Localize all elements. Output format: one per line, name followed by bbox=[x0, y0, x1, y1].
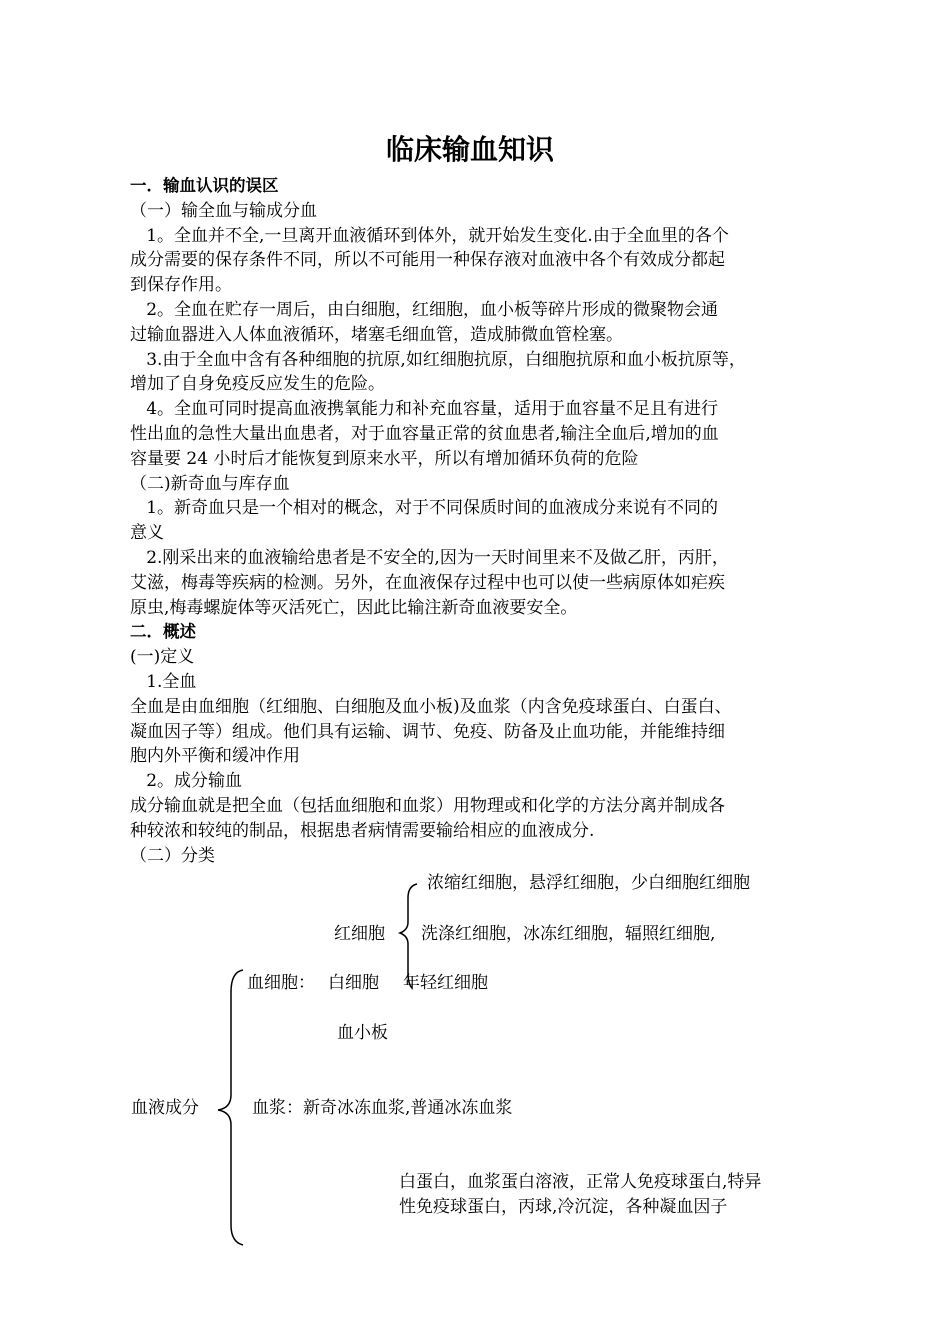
text-line: 成分输血就是把全血（包括血细胞和血浆）用物理或和化学的方法分离并制成各 bbox=[130, 795, 725, 816]
text-line: （二）分类 bbox=[130, 845, 215, 866]
text-line: 凝血因子等）组成。他们具有运输、调节、免疫、防备及止血功能，并能维持细 bbox=[130, 721, 725, 742]
text-line: 性出血的急性大量出血患者，对于血容量正常的贫血患者,输注全血后,增加的血 bbox=[130, 423, 719, 444]
large-left-brace bbox=[218, 970, 243, 1245]
text-line: 全血是由血细胞（红细胞、白细胞及血小板)及血浆（内含免疫球蛋白、白蛋白、 bbox=[130, 696, 732, 717]
text-line: 成分需要的保存条件不同，所以不可能用一种保存液对血液中各个有效成分都起 bbox=[130, 250, 725, 271]
document-body bbox=[130, 174, 820, 868]
red-cells-label: 红细胞 bbox=[334, 924, 385, 944]
text-line: 增加了自身免疫反应发生的危险。 bbox=[130, 374, 385, 395]
text-line: 2.刚采出来的血液输给患者是不安全的,因为一天时间里来不及做乙肝，丙肝， bbox=[130, 547, 729, 568]
text-line: 4。全血可同时提高血液携氧能力和补充血容量，适用于血容量不足且有进行 bbox=[130, 399, 719, 420]
text-line: 容量要 24 小时后才能恢复到原来水平，所以有增加循环负荷的危险 bbox=[130, 448, 639, 469]
text-line: 1.全血 bbox=[130, 671, 197, 692]
red-cell-item: 浓缩红细胞，悬浮红细胞，少白细胞红细胞 bbox=[427, 873, 750, 893]
text-line: 到保存作用。 bbox=[130, 275, 232, 296]
text-line: 胞内外平衡和缓冲作用 bbox=[130, 746, 300, 767]
text-line: 1。全血并不全,一旦离开血液循环到体外，就开始发生变化.由于全血里的各个 bbox=[130, 225, 729, 246]
text-line: （一）输全血与输成分血 bbox=[130, 200, 317, 221]
plasma-product-line: 性免疫球蛋白，丙球,冷沉淀，各种凝血因子 bbox=[399, 1197, 728, 1217]
plasma-product-line: 白蛋白，血浆蛋白溶液，正常人免疫球蛋白,特异 bbox=[399, 1172, 762, 1192]
text-line: (一)定义 bbox=[130, 647, 195, 668]
section-heading: 一．输血认识的误区 bbox=[130, 176, 279, 195]
text-line: 原虫,梅毒螺旋体等灭活死亡，因此比输注新奇血液要安全。 bbox=[130, 597, 578, 618]
text-line: 3.由于全血中含有各种细胞的抗原,如红细胞抗原，白细胞抗原和血小板抗原等， bbox=[130, 349, 746, 370]
red-cell-item: 洗涤红细胞，冰冻红细胞，辐照红细胞, bbox=[421, 924, 716, 944]
text-line: （二)新奇血与库存血 bbox=[130, 473, 290, 494]
text-line: 2。成分输血 bbox=[130, 771, 243, 792]
blood-components-label: 血液成分 bbox=[131, 1098, 199, 1118]
red-cell-item: 年轻红细胞 bbox=[403, 973, 488, 993]
text-line: 过输血器进入人体血液循环，堵塞毛细血管，造成肺微血管栓塞。 bbox=[130, 324, 623, 345]
section-heading: 二．概述 bbox=[130, 622, 196, 642]
text-line: 2。全血在贮存一周后，由白细胞，红细胞，血小板等碎片形成的微聚物会通 bbox=[130, 299, 719, 320]
text-line: 种较浓和较纯的制品，根据患者病情需要输给相应的血液成分. bbox=[130, 820, 595, 841]
blood-cells-label: 血细胞： bbox=[247, 973, 315, 993]
white-cells-label: 白细胞 bbox=[328, 973, 379, 993]
text-line: 1。新奇血只是一个相对的概念，对于不同保质时间的血液成分来说有不同的 bbox=[130, 498, 719, 519]
text-line: 艾滋，梅毒等疾病的检测。另外，在血液保存过程中也可以使一些病原体如疟疾 bbox=[130, 572, 725, 593]
text-line: 意义 bbox=[130, 523, 164, 544]
platelets-label: 血小板 bbox=[337, 1023, 388, 1043]
page-title: 临床输血知识 bbox=[385, 133, 554, 166]
plasma-label: 血浆：新奇冰冻血浆,普通冰冻血浆 bbox=[252, 1098, 513, 1118]
